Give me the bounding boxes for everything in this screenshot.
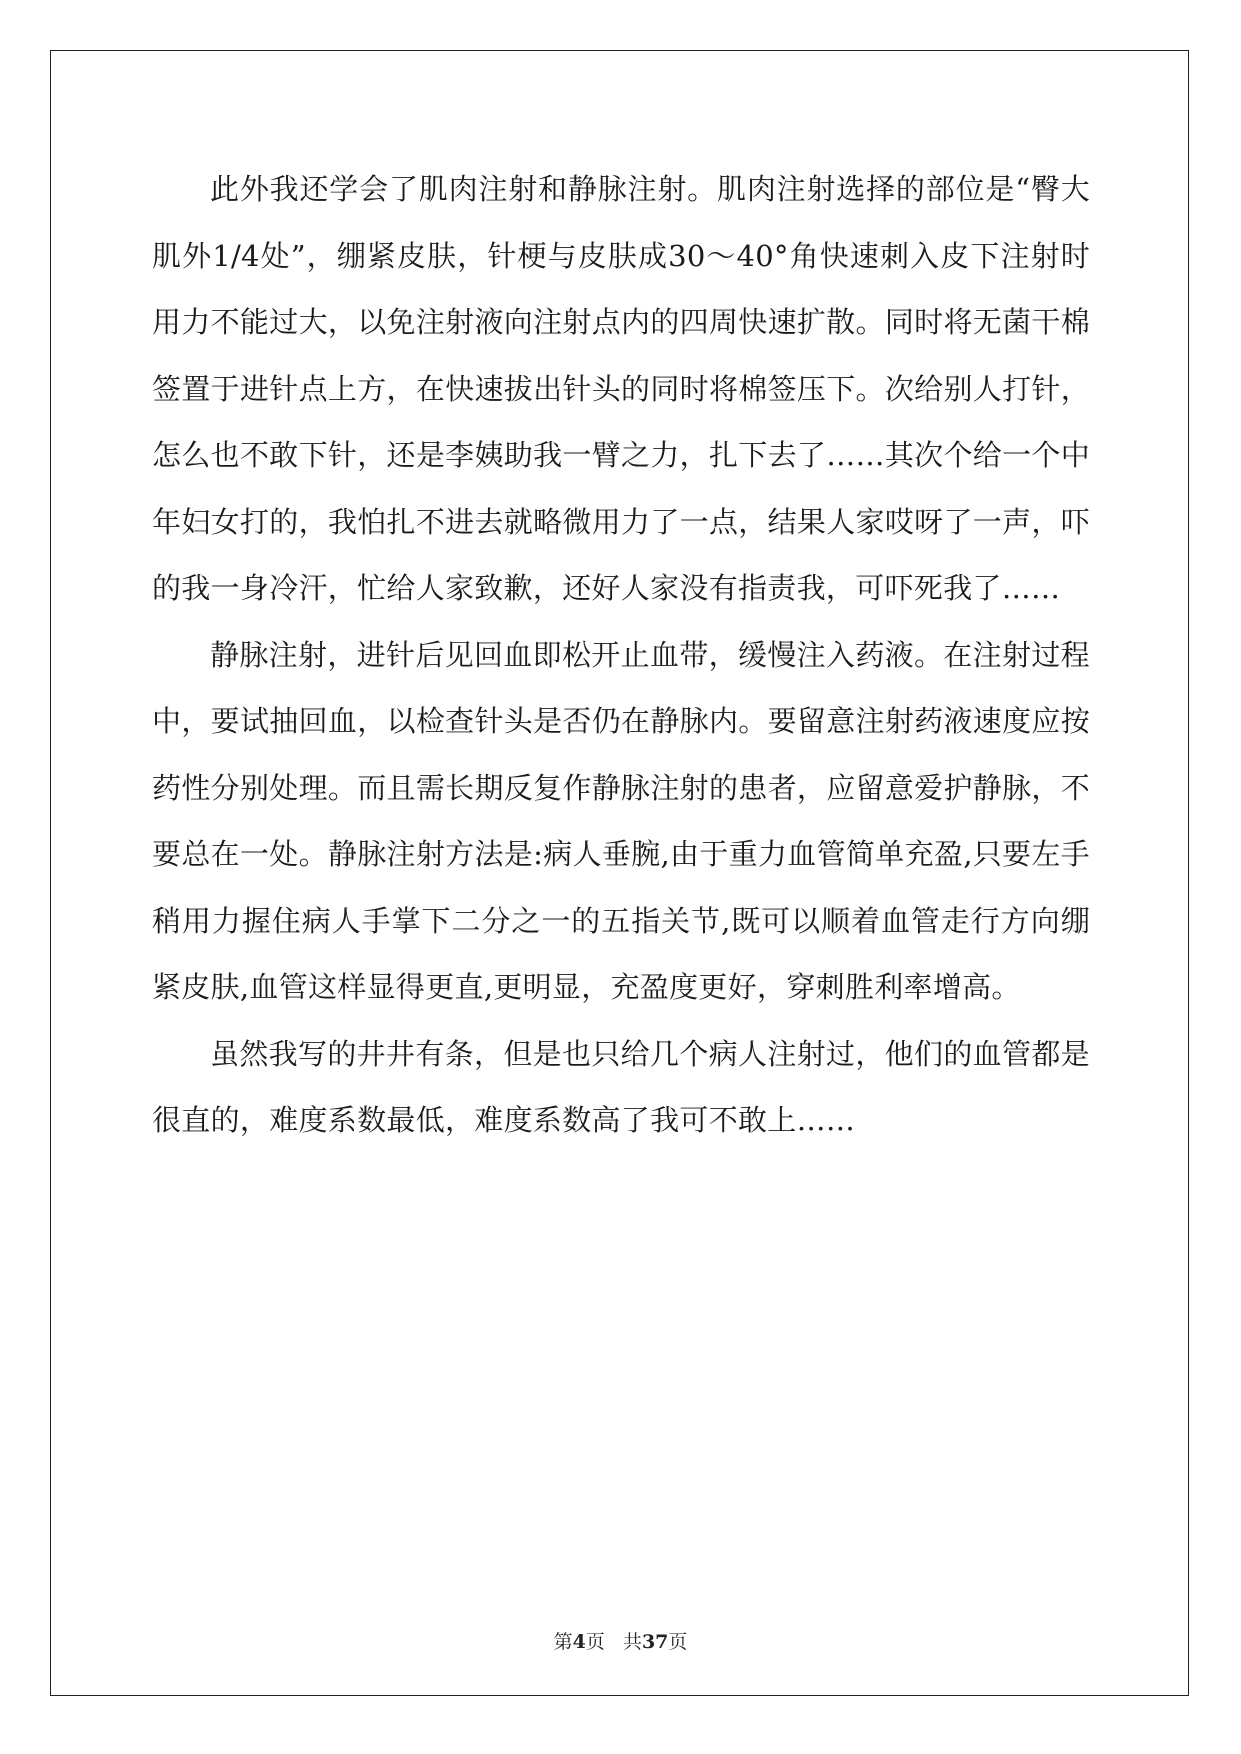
footer-prefix: 第 — [553, 1631, 573, 1653]
current-page-number: 4 — [572, 1631, 586, 1653]
footer-mid: 页 共 — [585, 1631, 642, 1653]
footer-suffix: 页 — [668, 1631, 688, 1653]
paragraph-intramuscular-injection: 此外我还学会了肌肉注射和静脉注射。肌肉注射选择的部位是“臀大肌外1/4处”，绷紧皮肤，针梗与皮肤成30～40°角快速刺入皮下注射时用力不能过大，以免注射液向注射点内的四周快速扩散。同时将无菌干棉签置于进针点上方，在快速拔出针头的同时将棉签压下。次给别人打针，怎么也不敢下针，还是李姨助我一臂之力，扎下去了……其次个给一个中年妇女打的，我怕扎不进去就略微用力了一点，结果人家哎呀了一声，吓的我一身冷汗，忙给人家致歉，还好人家没有指责我，可吓死我了…… — [152, 172, 1090, 605]
total-page-count: 37 — [641, 1631, 669, 1653]
paragraph-conclusion: 虽然我写的井井有条，但是也只给几个病人注射过，他们的血管都是很直的，难度系数最低，难度系数高了我可不敢上…… — [152, 1036, 1090, 1137]
page-footer — [0, 1627, 1241, 1654]
paragraph-intravenous-injection: 静脉注射，进针后见回血即松开止血带，缓慢注入药液。在注射过程中，要试抽回血，以检查针头是否仍在静脉内。要留意注射药液速度应按药性分别处理。而且需长期反复作静脉注射的患者，应留意爱护静脉，不要总在一处。静脉注射方法是:病人垂腕,由于重力血管简单充盈,只要左手稍用力握住病人手掌下二分之一的五指关节,既可以顺着血管走行方向绷紧皮肤,血管这样显得更直,更明显，充盈度更好，穿刺胜利率增高。 — [152, 637, 1090, 1004]
document-body — [152, 156, 1090, 1154]
